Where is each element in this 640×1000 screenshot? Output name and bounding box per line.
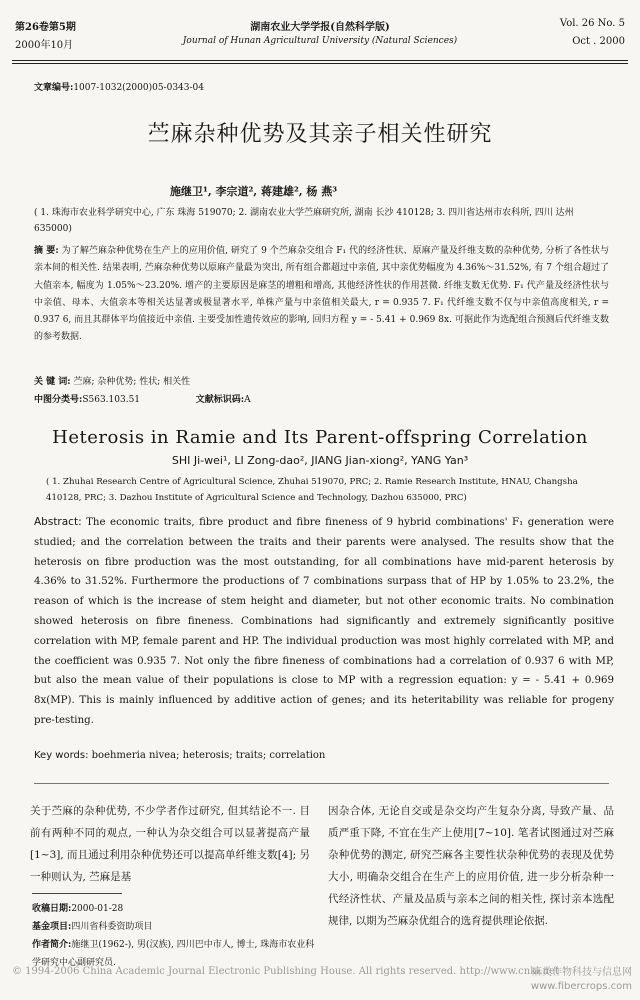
chinese-title: 苎麻杂种优势及其亲子相关性研究 [147, 122, 493, 147]
journal-name-en: Journal of Hunan Agricultural University (Natural Sciences) [182, 36, 458, 46]
english-title: Heterosis in Ramie and Its Parent-offspring Correlation [52, 427, 588, 448]
english-keywords-text: boehmeria nivea; heterosis; traits; correlation [91, 750, 326, 761]
english-abstract-text: The economic traits, fibre product and fibre fineness of 9 hybrid combinations' F₁ generation were studied; and the correlation between the traits and their parents were analysed. The results show that the heterosis on fibre production was the most outstanding, for all combinations have mid-parent heterosis by 4.36% to 31.52%. Furthermore the productions of 7 combinations surpass that of HP by 1.05% to 23.2%, the reason of which is the increase of stem height and diameter, but not other economic traits. No combination showed heterosis on fibre fineness. Combinations had significantly and extremely significantly positive correlation with MP, female parent and HP. The individual production was most highly correlated with MP, and the coefficient was 0.935 7. Not only the fibre fineness of combinations had a correlation of 0.937 6 with MP, but also the mean value of their populations is close to MP with a regression equation: y = - 5.41 + 0.969 8x(MP). This is mainly influenced by additive action of genes; and its heteritability was reliable for progeny pre-testing. [34, 517, 614, 726]
english-abstract [34, 513, 614, 731]
footnote-text: 2000-01-28 [71, 904, 124, 914]
volume-issue: 第26卷第5期 [15, 22, 76, 33]
footnote-label: 作者简介: [32, 940, 72, 950]
article-number-label: 文章编号: [34, 83, 74, 93]
footnote-text: 施继卫(1962-), 男(汉族), 四川巴中市人, 博士, 珠海市农业科学研究中心副研究员. [32, 940, 315, 968]
issue-date: 2000年10月 [15, 40, 74, 51]
volume-issue-en: Vol. 26 No. 5 [559, 18, 625, 29]
chinese-abstract-text: 为了解苎麻杂种优势在生产上的应用价值, 研究了 9 个苎麻杂交组合 F₁ 代的经济性状、原麻产量及纤维支数的杂种优势, 分析了各性状与亲本间的相关性. 结果表明, 苎麻杂种优势以原麻产量最为突出, 所有组合都超过中亲值, 其中亲优势幅度为 4.36%～31.52%, 有 7 个组合超过了大值亲本, 幅度为 1.05%～23.20%. 增产的主要原因是麻茎的增粗和增高, 其他经济性状的作用甚微. 纤维支数无优势. F₁ 代产量及经济性状与中亲值、母本、大值亲本等相关达显著或极显著水平, 单株产量与中亲值相关最大, r = 0.935 7. F₁ 代纤维支数不仅与中亲值高度相关, r = 0.937 6, 而且其群体平均值接近中亲值. 主要受加性遗传效应的影响, 回归方程 y = - 5.41 + 0.969 8x. 可据此作为选配组合预测后代纤维支数的参考数据. [34, 246, 609, 343]
chinese-keywords-text: 苎麻; 杂种优势; 性状; 相关性 [73, 377, 191, 387]
footnote-rule [32, 893, 122, 894]
english-keywords-label: Key words: [34, 750, 89, 761]
doc-code-label: 文献标识码: [195, 395, 245, 405]
site-watermark [531, 966, 632, 994]
article-number [34, 80, 204, 93]
running-header [0, 18, 640, 58]
footnote-funding [32, 918, 317, 936]
chinese-abstract-label: 摘 要: [34, 246, 59, 256]
journal-name-cn: 湖南农业大学学报(自然科学版) [250, 22, 390, 33]
chinese-keywords-label: 关 键 词: [34, 377, 71, 387]
article-number-value: 1007-1032(2000)05-0343-04 [73, 83, 204, 93]
page-footer [0, 966, 640, 1000]
doc-code-value: A [244, 395, 251, 405]
section-divider [34, 783, 609, 784]
classification-label: 中图分类号: [34, 395, 83, 405]
footnote-label: 基金项目: [32, 922, 72, 932]
body-left-column: 关于苎麻的杂种优势, 不少学者作过研究, 但其结论不一. 目前有两种不同的观点, 一种认为杂交组合可以显著提高产量[1~3], 而且通过利用杂种优势还可以提高单纤维支数[4]; 另一种则认为, 苎麻是基 [30, 805, 310, 883]
english-abstract-label: Abstract: [34, 516, 82, 528]
classification-line [34, 392, 609, 405]
chinese-keywords [34, 374, 609, 387]
footnote-text: 四川省科委资助项目 [71, 922, 153, 932]
body-right-column: 因杂合体, 无论自交或是杂交均产生复杂分离, 导致产量、品质严重下降, 不宜在生产上使用[7~10]. 笔者试图通过对苎麻杂种优势的测定, 研究苎麻各主要性状杂种优势的表现及优势大小, 明确杂交组合在生产上的应用价值, 进一步分析杂种一代经济性状、产量及品质与亲本之间的相关性, 探讨亲本选配规律, 以期为苎麻杂优组合的选育提供理论依据. [328, 805, 614, 927]
english-affiliation: ( 1. Zhuhai Research Centre of Agricultural Science, Zhuhai 519070, PRC; 2. Ramie Research Institute, HNAU, Changsha 410128, PRC; 3. Dazhou Institute of Agricultural Science and Technology, Dazhou 635000, PRC) [46, 477, 578, 503]
copyright-footer: © 1994-2006 China Academic Journal Electronic Publishing House. All rights reserved. http://www.cnki.net [12, 966, 560, 977]
watermark-cn: 麻类作物科技与信息网 [532, 967, 632, 978]
header-rule [12, 60, 628, 64]
chinese-authors: 施继卫¹, 李宗道², 蒋建雄², 杨 燕³ [170, 185, 338, 198]
footnote-label: 收稿日期: [32, 904, 72, 914]
english-authors: SHI Ji-wei¹, LI Zong-dao², JIANG Jian-xiong², YANG Yan³ [171, 454, 469, 467]
watermark-url: www.fibercrops.com [530, 981, 632, 992]
chinese-affiliation: ( 1. 珠海市农业科学研究中心, 广东 珠海 519070; 2. 湖南农业大学苎麻研究所, 湖南 长沙 410128; 3. 四川省达州市农科所, 四川 达州 635000) [34, 208, 574, 234]
classification-value: S563.103.51 [82, 395, 141, 405]
english-keywords [34, 750, 614, 761]
issue-date-en: Oct . 2000 [572, 36, 625, 47]
footnote-received [32, 900, 317, 918]
chinese-abstract [34, 243, 609, 347]
